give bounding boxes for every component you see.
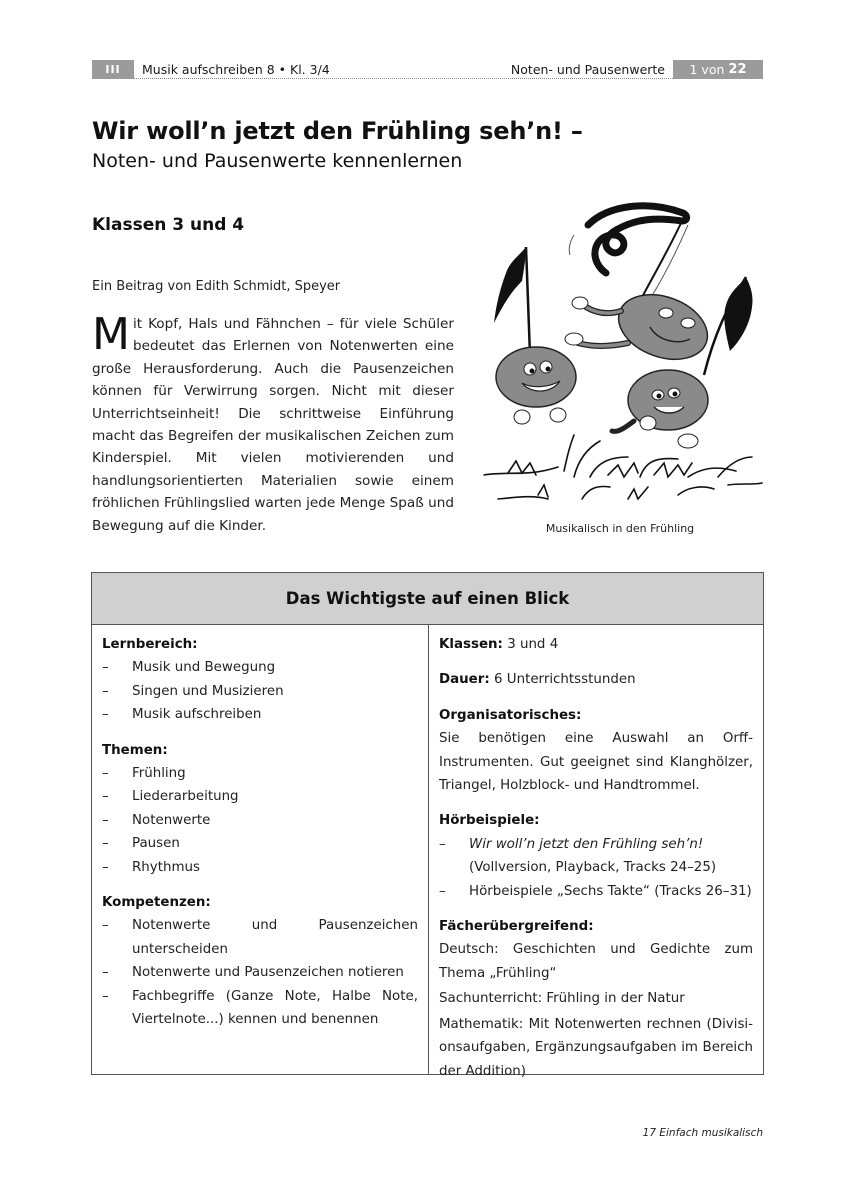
list-item: – Notenwerte und Pausenzeichen notieren — [102, 965, 404, 981]
list-item: – Notenwerte — [102, 812, 211, 828]
dancing-notes-illustration-icon — [478, 195, 768, 515]
overview-heading: Das Wichtigste auf einen Blick — [92, 573, 763, 625]
list-item: – Singen und Musizieren — [102, 683, 284, 699]
list-item: – Fachbegriffe (Ganze Note, Halbe Note, Viertelnote...) kennen und benennen — [102, 988, 418, 1028]
section-label: Lernbereich: — [102, 637, 198, 652]
list-item: – Wir woll’n jetzt den Frühling seh’n! (Vollversion, Playback, Tracks 24–25) — [439, 836, 717, 876]
subject-entry: Sachunterricht: Frühling in der Natur — [439, 991, 685, 1007]
intro-paragraph — [92, 309, 454, 537]
section-label: Fächerübergreifend: — [439, 919, 594, 935]
section-label: Themen: — [102, 742, 168, 758]
list-item: – Pausen — [102, 836, 180, 852]
page-current: 1 von — [689, 61, 725, 77]
list-item: – Musik und Bewegung — [102, 660, 276, 676]
section-label: Organisatorisches: — [439, 707, 582, 723]
dauer-section — [439, 668, 753, 691]
series-title: Musik aufschreiben 8 • Kl. 3/4 — [142, 61, 330, 77]
lernbereich-section — [102, 633, 418, 727]
organisatorisches-section — [439, 704, 753, 798]
list-item: – Hörbeispiele „Sechs Takte“ (Tracks 26–31) — [439, 880, 753, 903]
klassen-value: 3 und 4 — [507, 637, 559, 652]
klassen-section — [439, 633, 753, 656]
intro-text: it Kopf, Hals und Fähnchen – für viele Schüler bedeutet das Erlernen von Notenwerten eine große Herausforderung. Auch die Pausenzeichen können für Verwirrung sorgen. Nicht mit dieser Unterrichtseinheit! Die schrittweise Einführung macht das Begreifen der musikalischen Zeichen zum Kinderspiel. Mit vielen motivierenden und handlungsorientierten Materialien sowie einem fröhlichen Frühlingslied warten jede Menge Spaß und Bewegung auf die Kinder. — [92, 316, 454, 534]
author-line: Ein Beitrag von Edith Schmidt, Speyer — [92, 279, 341, 294]
themen-section — [102, 739, 418, 879]
list-item: – Musik aufschreiben — [102, 707, 262, 723]
page-total: 22 — [728, 61, 747, 77]
section-label: Kompetenzen: — [102, 895, 211, 911]
page-indicator — [673, 60, 763, 79]
overview-left-column — [92, 625, 429, 1074]
subject-entry: Mathematik: Mit Notenwerten rechnen (Divisionsaufgaben, Ergänzungsaufgaben im Bereich der Addition) — [439, 1016, 753, 1079]
list-item: – Notenwerte und Pausenzeichen unterscheiden — [102, 918, 418, 957]
section-marker: III — [92, 60, 134, 79]
track-info: Hörbeispiele „Sechs Takte“ (Tracks 26–31) — [469, 883, 752, 899]
illustration-caption: Musikalisch in den Frühling — [545, 522, 695, 535]
page-subtitle: Noten- und Pausenwerte kennenlernen — [92, 150, 463, 172]
dauer-value: 6 Unterrichtsstunden — [494, 672, 636, 688]
page-footer: 17 Einfach musikalisch — [642, 1127, 763, 1139]
drop-cap: M — [92, 309, 130, 360]
overview-right-column — [429, 625, 763, 1079]
overview-box — [91, 572, 764, 1079]
section-label: Klassen: — [439, 637, 503, 652]
section-label: Dauer: — [439, 672, 490, 688]
page-title: Wir woll’n jetzt den Frühling seh’n! – — [92, 117, 583, 145]
classes-heading: Klassen 3 und 4 — [92, 215, 245, 235]
list-item: – Frühling — [102, 766, 186, 782]
kompetenzen-section — [102, 891, 418, 1031]
list-item: – Liederarbeitung — [102, 789, 239, 805]
song-title: Wir woll’n jetzt den Frühling seh’n! — [469, 836, 704, 852]
running-header — [92, 60, 763, 79]
faecheruebergreifend-section — [439, 915, 753, 1083]
hoerbeispiele-section — [439, 809, 753, 903]
topic-title: Noten- und Pausenwerte — [510, 61, 665, 77]
subject-entry: Deutsch: Geschichten und Gedichte zum Thema „Frühling“ — [439, 942, 753, 981]
list-item: – Rhythmus — [102, 859, 200, 875]
section-label: Hörbeispiele: — [439, 813, 540, 829]
track-info: (Vollversion, Playback, Tracks 24–25) — [469, 860, 717, 876]
organisatorisches-text: Sie benötigen eine Auswahl an Orff-Instrumenten. Gut geeignet sind Klanghölzer, Triangel, Holzblock- und Handtrommel. — [439, 731, 753, 794]
